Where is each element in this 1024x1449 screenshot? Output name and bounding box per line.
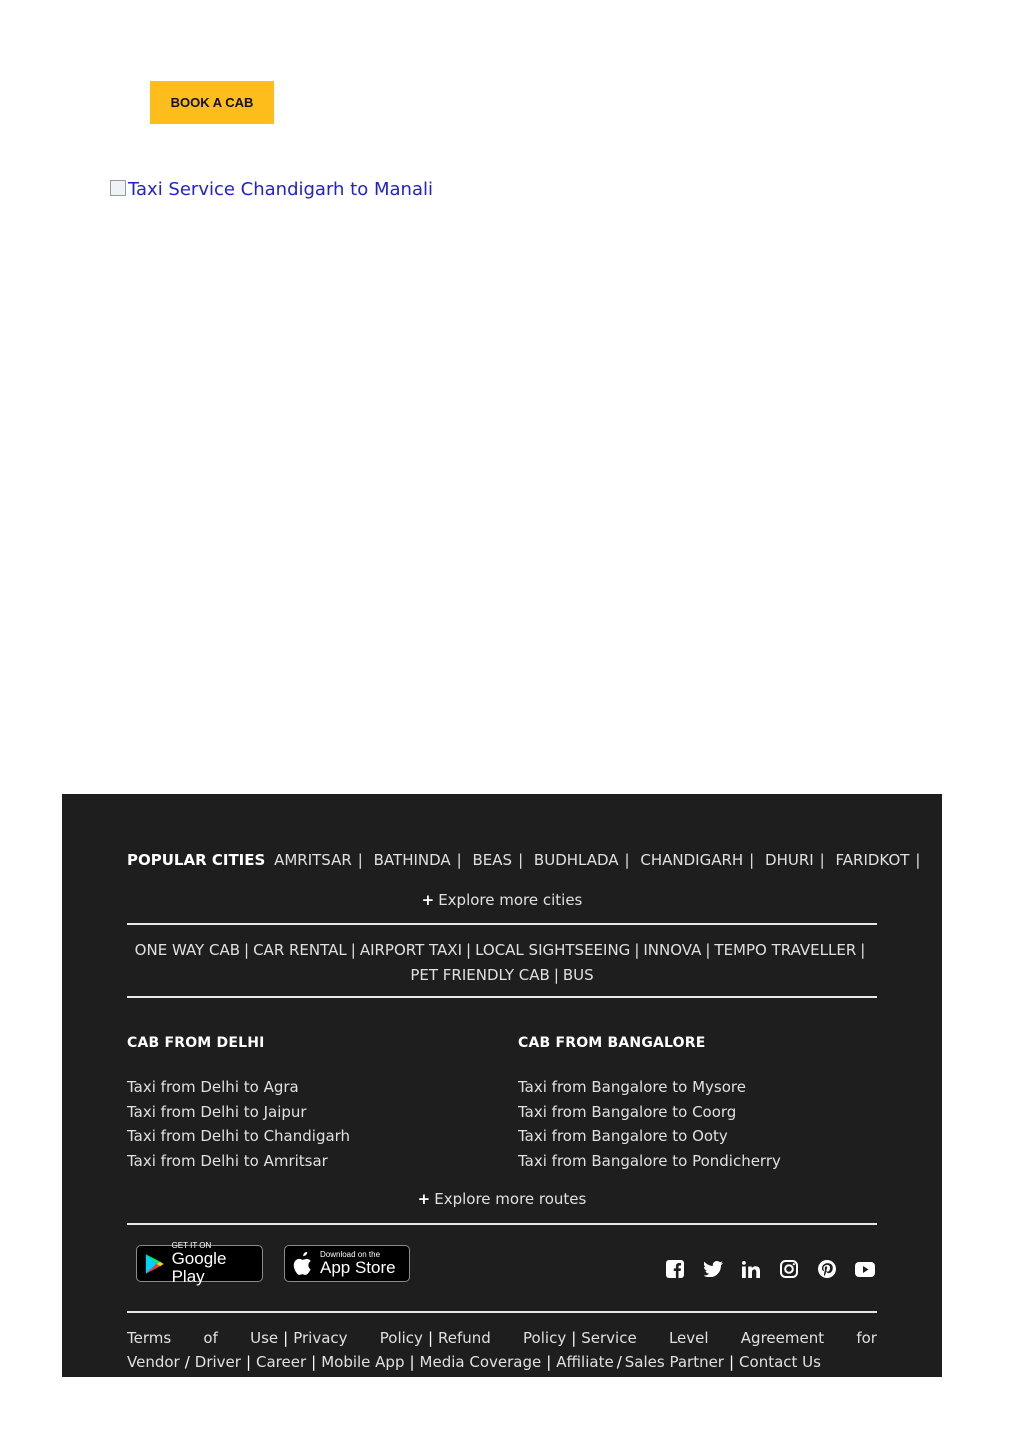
divider — [127, 923, 877, 925]
route-link[interactable]: Taxi from Delhi to Jaipur — [127, 1102, 307, 1121]
delhi-routes-column — [127, 1035, 487, 1173]
service-link[interactable]: ONE WAY CAB — [134, 941, 241, 959]
explore-more-routes-link[interactable] — [127, 1190, 877, 1208]
divider — [127, 996, 877, 998]
service-link[interactable]: AIRPORT TAXI — [359, 941, 462, 959]
twitter-icon[interactable] — [694, 1260, 732, 1278]
popular-cities-row: POPULAR CITIES AMRITSAR | BATHINDA | BEAS | BUDHLADA | CHANDIGARH | DHURI | FARIDKOT | — [127, 851, 921, 869]
plus-icon: + — [421, 891, 435, 909]
contact-link[interactable]: Contact Us — [739, 1353, 821, 1371]
instagram-icon[interactable] — [770, 1260, 808, 1278]
bangalore-routes-column — [518, 1035, 878, 1173]
google-play-badge[interactable] — [136, 1241, 263, 1286]
affiliate-link[interactable]: Affiliate — [556, 1353, 614, 1371]
explore-more-cities-label: Explore more cities — [438, 891, 583, 909]
city-link[interactable]: BATHINDA — [373, 851, 451, 869]
city-link[interactable]: AMRITSAR — [274, 851, 352, 869]
route-link[interactable]: Taxi from Delhi to Chandigarh — [127, 1127, 351, 1145]
book-a-cab-button[interactable]: BOOK A CAB — [150, 81, 274, 124]
divider — [127, 1223, 877, 1225]
city-link[interactable]: BUDHLADA — [533, 851, 619, 869]
refund-link[interactable]: Refund Policy — [438, 1329, 567, 1347]
service-link[interactable]: BUS — [562, 966, 594, 984]
google-play-small-text: GET IT ON — [171, 1241, 212, 1250]
service-link[interactable]: CAR RENTAL — [253, 941, 347, 959]
city-link[interactable]: FARIDKOT — [835, 851, 910, 869]
terms-link[interactable]: Terms of Use — [127, 1329, 279, 1347]
service-link[interactable]: TEMPO TRAVELLER — [714, 941, 857, 959]
bangalore-heading: CAB FROM BANGALORE — [518, 1035, 706, 1051]
route-link[interactable]: Taxi from Delhi to Amritsar — [127, 1151, 328, 1170]
pinterest-icon[interactable] — [808, 1260, 846, 1278]
hero-image-link[interactable] — [110, 179, 433, 200]
google-play-big-text: Google Play — [171, 1249, 227, 1286]
plus-icon: + — [417, 1190, 431, 1208]
city-link[interactable]: BEAS — [472, 851, 513, 869]
delhi-heading: CAB FROM DELHI — [127, 1035, 265, 1051]
career-link[interactable]: Career — [256, 1353, 307, 1371]
google-play-icon — [145, 1252, 165, 1276]
sales-partner-link[interactable]: Sales Partner — [624, 1353, 724, 1371]
social-links — [656, 1260, 884, 1278]
service-link[interactable]: LOCAL SIGHTSEEING — [475, 941, 631, 959]
youtube-icon[interactable] — [846, 1260, 884, 1278]
linkedin-icon[interactable] — [732, 1260, 770, 1278]
media-coverage-link[interactable]: Media Coverage — [419, 1353, 542, 1371]
route-link[interactable]: Taxi from Bangalore to Mysore — [518, 1078, 746, 1096]
services-links: ONE WAY CAB | CAR RENTAL | AIRPORT TAXI | LOCAL SIGHTSEEING | INNOVA | TEMPO TRAVELLER | PET FRIENDLY CAB | BUS — [134, 941, 866, 984]
explore-more-routes-label: Explore more routes — [434, 1190, 587, 1208]
route-link[interactable]: Taxi from Bangalore to Coorg — [518, 1102, 737, 1121]
hero-image-alt-text: Taxi Service Chandigarh to Manali — [128, 179, 433, 200]
mobile-app-link[interactable]: Mobile App — [321, 1353, 405, 1371]
app-store-badge[interactable] — [284, 1245, 410, 1282]
city-link[interactable]: CHANDIGARH — [640, 851, 744, 869]
broken-image-icon — [110, 180, 126, 196]
route-link[interactable]: Taxi from Bangalore to Ooty — [518, 1127, 728, 1145]
sla-link[interactable]: Service Level Agreement for Vendor — [127, 1329, 877, 1371]
explore-more-cities-link[interactable] — [127, 891, 877, 909]
service-link[interactable]: INNOVA — [643, 941, 702, 959]
city-link[interactable]: DHURI — [765, 851, 814, 869]
privacy-link[interactable]: Privacy Policy — [293, 1329, 423, 1347]
route-link[interactable]: Taxi from Delhi to Agra — [127, 1078, 299, 1096]
driver-link[interactable]: Driver — [194, 1353, 241, 1371]
divider — [127, 1311, 877, 1313]
app-store-big-text: App Store — [320, 1258, 396, 1277]
apple-icon — [293, 1252, 313, 1276]
footer — [62, 794, 942, 1377]
app-store-small-text: Download on the — [320, 1250, 381, 1259]
facebook-icon[interactable] — [656, 1260, 694, 1278]
legal-links: Terms of Use | Privacy Policy | Refund Policy | Service Level Agreement for Vendor / Driver | Career | Mobile App | Media Coverage | Affiliate / Sales Partner | Contact Us — [127, 1329, 877, 1371]
popular-cities-label: POPULAR CITIES — [127, 851, 266, 869]
route-link[interactable]: Taxi from Bangalore to Pondicherry — [518, 1151, 781, 1170]
service-link[interactable]: PET FRIENDLY CAB — [410, 966, 550, 984]
